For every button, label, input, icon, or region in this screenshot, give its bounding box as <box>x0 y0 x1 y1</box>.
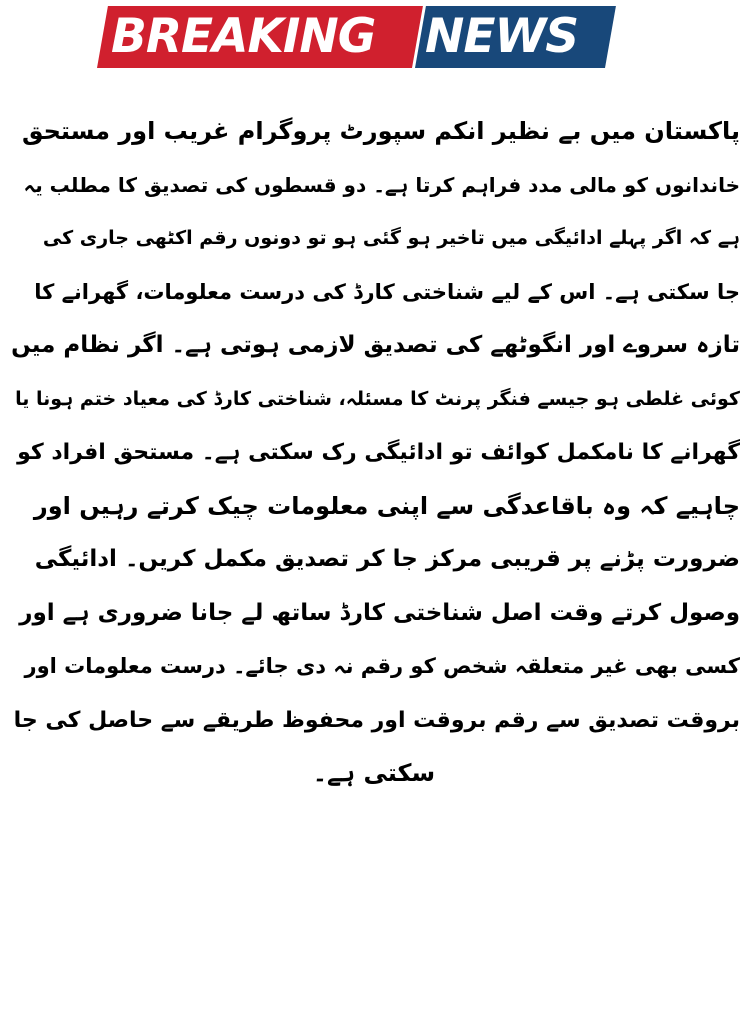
article-line: تازہ سروے اور انگوٹھے کی تصدیق لازمی ہوتی ہے۔ اگر نظام میں <box>11 332 740 358</box>
article-line: سکتی ہے۔ <box>312 759 436 787</box>
article-line: وصول کرتے وقت اصل شناختی کارڈ ساتھ لے جانا ضروری ہے اور <box>19 599 740 626</box>
banner-word-news: NEWS <box>425 9 579 64</box>
article-line: چاہیے کہ وہ باقاعدگی سے اپنی معلومات چیک کرتے رہیں اور <box>33 491 740 520</box>
article-body <box>8 105 740 801</box>
banner-word-breaking: BREAKING <box>111 9 376 64</box>
breaking-news-banner <box>97 6 605 68</box>
article-line: گھرانے کا نامکمل کوائف تو ادائیگی رک سکتی ہے۔ مستحق افراد کو <box>17 440 740 465</box>
article-line: خاندانوں کو مالی مدد فراہم کرتا ہے۔ دو قسطوں کی تصدیق کا مطلب یہ <box>23 172 740 197</box>
article-line: کسی بھی غیر متعلقہ شخص کو رقم نہ دی جائے۔ درست معلومات اور <box>24 654 740 678</box>
article-line: جا سکتی ہے۔ اس کے لیے شناختی کارڈ کی درست معلومات، گھرانے کا <box>34 279 740 304</box>
article-line: ضرورت پڑنے پر قریبی مرکز جا کر تصدیق مکمل کریں۔ ادائیگی <box>34 546 740 572</box>
article-line: بروقت تصدیق سے رقم بروقت اور محفوظ طریقے سے حاصل کی جا <box>13 707 740 733</box>
article-line: پاکستان میں بے نظیر انکم سپورٹ پروگرام غریب اور مستحق <box>21 117 740 145</box>
article-line: کوئی غلطی ہو جیسے فنگر پرنٹ کا مسئلہ، شناختی کارڈ کی معیاد ختم ہونا یا <box>15 387 740 410</box>
article-line: ہے کہ اگر پہلے ادائیگی میں تاخیر ہو گئی ہو تو دونوں رقم اکٹھی جاری کی <box>42 227 740 249</box>
